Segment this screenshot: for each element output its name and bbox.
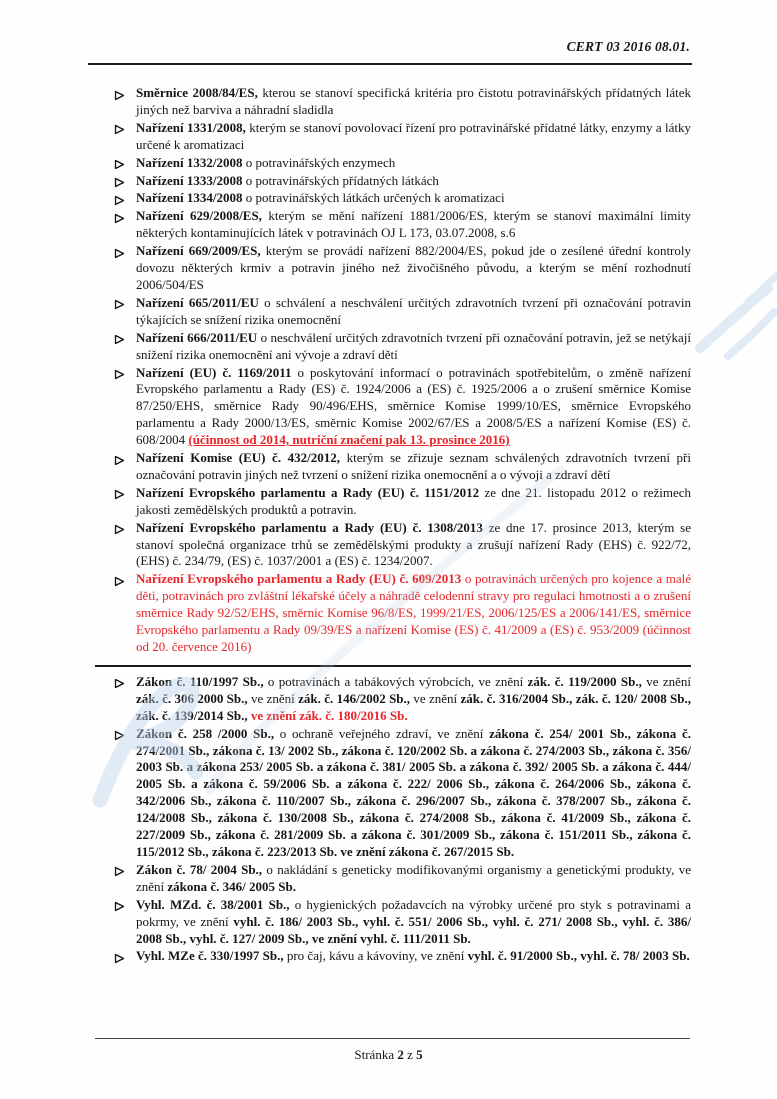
item-text	[136, 520, 691, 569]
item-text	[136, 674, 691, 723]
text-segment: ze dne 17. prosince 2013, kterým se stanoví společná organizace trhů se zemědělskými produkty a zrušují nařízení Rady (EHS) č. 922/72, (EHS) č. 234/79, (ES) č. 1037/2001 a (ES) č. 1234/2007.	[136, 519, 691, 569]
text-segment: Nařízení (EU) č. 1169/2011	[136, 364, 292, 380]
text-segment: Nařízení 629/2008/ES,	[136, 208, 262, 224]
arrow-bullet-icon	[114, 952, 125, 963]
text-segment: o potravinářských přídatných látkách	[242, 172, 439, 188]
arrow-bullet-icon	[114, 368, 125, 379]
arrow-bullet-icon	[114, 677, 125, 688]
footer-label: Stránka	[354, 1047, 395, 1062]
arrow-bullet-icon	[114, 89, 125, 100]
list-item	[95, 365, 691, 450]
text-segment: o schválení a neschválení určitých zdravotních tvrzení při označování potravin týkajících se snížení rizika onemocnění	[136, 294, 691, 327]
text-segment: Nařízení 669/2009/ES,	[136, 243, 261, 259]
text-segment: Nařízení Komise (EU) č. 432/2012,	[136, 450, 341, 466]
text-segment: Nařízení Evropského parlamentu a Rady (EU) č. 1151/2012	[136, 484, 480, 500]
arrow-bullet-icon	[114, 333, 125, 344]
text-segment: kterým se zřizuje seznam schválených zdravotních tvrzení při označování potravin jiných než tvrzení o snížení rizika onemocnění a o vývoji a zdraví dětí	[136, 450, 691, 482]
text-segment: o ochraně veřejného zdraví, ve znění	[274, 725, 490, 741]
text-segment: zákona č. 346/ 2005 Sb.	[167, 878, 296, 894]
text-segment: ve znění	[410, 690, 461, 706]
footer-of: z	[407, 1047, 413, 1062]
arrow-bullet-icon	[114, 158, 125, 169]
item-text	[136, 190, 505, 205]
header-rule	[88, 63, 692, 65]
text-segment: Zákon č. 110/1997 Sb.,	[136, 673, 264, 689]
text-segment: Nařízení 665/2011/EU	[136, 294, 259, 310]
text-segment: Nařízení Evropského parlamentu a Rady (EU) č. 1308/2013	[136, 519, 483, 535]
list-item	[95, 450, 691, 484]
arrow-bullet-icon	[114, 123, 125, 134]
arrow-bullet-icon	[114, 865, 125, 876]
section-divider	[95, 665, 691, 667]
list-item	[95, 120, 691, 154]
page-number	[0, 1047, 777, 1063]
text-segment: Zákon č. 78/ 2004 Sb.,	[136, 861, 263, 877]
document-code: CERT 03 2016 08.01.	[566, 39, 690, 54]
list-item	[95, 173, 691, 190]
eu-regulation-list	[95, 85, 691, 656]
list-item	[95, 208, 691, 242]
list-item	[95, 726, 691, 861]
list-item	[95, 243, 691, 294]
text-segment: Zákon č. 258 /2000 Sb.,	[136, 725, 275, 741]
text-segment: kterým se stanoví povolovací řízení pro potravinářské přídatné látky, enzymy a látky určené k aromatizaci	[136, 119, 691, 152]
text-segment: zákona č. 254/ 2001 Sb., zákona č. 274/2001 Sb., zákona č. 13/ 2002 Sb., zákona č. 120/2002 Sb. a zákona č. 274/2003 Sb., zákona č. 356/ 2003 Sb. a zákona 253/ 2005 Sb. a zákona č. 381/ 2005 Sb. a zákona č. 392/ 2005 Sb. a zákona č. 444/ 2005 Sb. a zákona č. 59/2006 Sb. a zákona č. 222/ 2006 Sb., zákona č. 264/2006 Sb., zákona č. 342/2006 Sb., zákona č. 110/2007 Sb., zákona č. 296/2007 Sb., zákona č. 378/2007 Sb., zákona č. 124/2008 Sb., zákona č. 130/2008 Sb., zákona č. 274/2008 Sb., zákona č. 41/2009 Sb., zákona č. 227/2009 Sb., zákona č. 281/2009 Sb. a zákona č. 301/2009 Sb., zákona č. 151/2011 Sb., zákona č. 115/2012 Sb., zákona č. 223/2013 Sb. ve znění zákona č. 267/2015 Sb.	[136, 725, 691, 859]
text-segment: ze dne 21. listopadu 2012 o režimech jakosti zemědělských produktů a potravin.	[136, 484, 691, 517]
item-text	[136, 571, 691, 654]
national-law-list	[95, 674, 691, 965]
text-segment: Nařízení Evropského parlamentu a Rady (EU) č. 609/2013	[136, 571, 462, 587]
text-segment: Vyhl. MZd. č. 38/2001 Sb.,	[136, 896, 290, 912]
item-text	[136, 450, 691, 482]
list-item	[95, 897, 691, 948]
item-text	[136, 173, 439, 188]
item-text	[136, 295, 691, 327]
text-segment: o potravinách a tabákových výrobcích, ve znění	[263, 673, 528, 689]
arrow-bullet-icon	[114, 194, 125, 205]
list-item	[95, 571, 691, 656]
footer-total-pages: 5	[416, 1047, 423, 1062]
arrow-bullet-icon	[114, 454, 125, 465]
text-segment: o potravinářských enzymech	[242, 154, 396, 170]
text-segment: o nakládání s geneticky modifikovanými organismy a genetickými produkty, ve znění	[136, 861, 691, 894]
arrow-bullet-icon	[114, 212, 125, 223]
footer-rule	[95, 1038, 690, 1039]
item-text	[136, 243, 691, 292]
text-segment: Nařízení 1331/2008,	[136, 119, 246, 135]
list-item	[95, 520, 691, 571]
list-item	[95, 190, 691, 207]
item-text	[136, 897, 691, 946]
text-segment: Nařízení 1333/2008	[136, 172, 243, 188]
item-text	[136, 726, 691, 859]
text-segment: zák. č. 146/2002 Sb.,	[298, 690, 411, 706]
text-segment: vyhl. č. 91/2000 Sb., vyhl. č. 78/ 2003 Sb.	[467, 948, 690, 964]
arrow-bullet-icon	[114, 523, 125, 534]
text-segment: vyhl. č. 186/ 2003 Sb., vyhl. č. 551/ 2006 Sb., vyhl. č. 271/ 2008 Sb., vyhl. č. 386/ 2008 Sb., vyhl. č. 127/ 2009 Sb., ve znění vyhl. č. 111/2011 Sb.	[136, 913, 691, 946]
item-text	[136, 330, 691, 362]
arrow-bullet-icon	[114, 900, 125, 911]
text-segment: kterým se mění nařízení 1881/2006/ES, kterým se stanoví maximální limity některých kontaminujících látek v potravinách OJ L 173, 03.07.2008, s.6	[136, 208, 692, 241]
text-segment: zák. č. 316/2004 Sb., zák. č. 120/ 2008 Sb., zák. č. 139/2014 Sb.,	[136, 690, 692, 723]
text-segment: Nařízení 1332/2008	[136, 154, 243, 170]
arrow-bullet-icon	[114, 176, 125, 187]
text-segment: Nařízení 1334/2008	[136, 190, 243, 206]
text-segment: Směrnice 2008/84/ES,	[136, 85, 258, 100]
list-item	[95, 485, 691, 519]
text-segment: zák. č. 306 2000 Sb.,	[136, 690, 248, 706]
item-text	[136, 485, 691, 517]
footer-current-page: 2	[397, 1047, 404, 1062]
text-segment: o neschválení určitých zdravotních tvrzení při označování potravin, jež se netýkají snížení rizika onemocnění ani vývoje a zdraví dětí	[136, 329, 692, 362]
text-segment: ve znění	[641, 673, 691, 689]
content	[95, 85, 691, 966]
text-segment: Nařízení 666/2011/EU	[136, 329, 258, 345]
arrow-bullet-icon	[114, 298, 125, 309]
item-text	[136, 862, 691, 894]
item-text	[136, 120, 691, 152]
arrow-bullet-icon	[114, 488, 125, 499]
text-segment: ve znění	[247, 690, 299, 706]
text-segment: o potravinářských látkách určených k aromatizaci	[242, 190, 505, 206]
text-segment: Vyhl. MZe č. 330/1997 Sb.,	[136, 948, 284, 964]
list-item	[95, 155, 691, 172]
arrow-bullet-icon	[114, 575, 125, 586]
list-item	[95, 85, 691, 119]
text-segment: o poskytování informací o potravinách spotřebitelům, o změně nařízení Evropského parlamentu a Rady (ES) č. 1924/2006 a (ES) č. 1925/2006 a o zrušení směrnice Komise 87/250/EHS, směrnice Rady 90/496/EHS, směrnice Komise 1999/10/ES, směrnice Evropského parlamentu a Rady 2000/13/ES, směrnic Komise 2002/67/ES a 2008/5/ES a nařízení Komise (ES) č. 608/2004	[136, 364, 691, 448]
text-segment: kterým se provádí nařízení 882/2004/ES, pokud jde o zesílené úřední kontroly dovozu některých krmiv a potravin jiného než živočišného původu, a kterým se mění rozhodnutí 2006/504/ES	[136, 243, 691, 292]
item-text	[136, 208, 691, 240]
list-item	[95, 295, 691, 329]
item-text	[136, 365, 691, 448]
text-segment: o hygienických požadavcích na výrobky určené pro styk s potravinami a pokrmy, ve znění	[136, 896, 691, 929]
text-segment: zák. č. 119/2000 Sb.,	[527, 673, 642, 689]
text-segment: pro čaj, kávu a kávoviny, ve znění	[283, 948, 468, 964]
item-text	[136, 85, 691, 117]
item-text	[136, 948, 690, 963]
text-segment: (účinnost od 2014, nutriční značení pak 13. prosince 2016)	[188, 432, 510, 448]
arrow-bullet-icon	[114, 247, 125, 258]
list-item	[95, 674, 691, 725]
list-item	[95, 330, 691, 364]
list-item	[95, 862, 691, 896]
arrow-bullet-icon	[114, 729, 125, 740]
item-text	[136, 155, 395, 170]
text-segment: kterou se stanoví specifická kritéria pro čistotu potravinářských přídatných látek jiných než barviva a náhradní sladidla	[136, 85, 692, 117]
text-segment: o potravinách určených pro kojence a malé děti, potravinách pro zvláštní lékařské účely a náhradě celodenní stravy pro regulaci hmotnosti a o zrušení směrnice Rady 92/52/EHS, směrnic Komise 96/8/ES, 1999/21/ES, 2006/125/ES a 2006/141/ES, směrnice Evropského parlamentu a Rady 09/39/ES a nařízení Komise (ES) č. 41/2009 a (ES) č. 953/2009 (účinnost od 20. července 2016)	[136, 571, 691, 654]
text-segment: ve znění zák. č. 180/2016 Sb.	[250, 707, 408, 723]
list-item	[95, 948, 691, 965]
